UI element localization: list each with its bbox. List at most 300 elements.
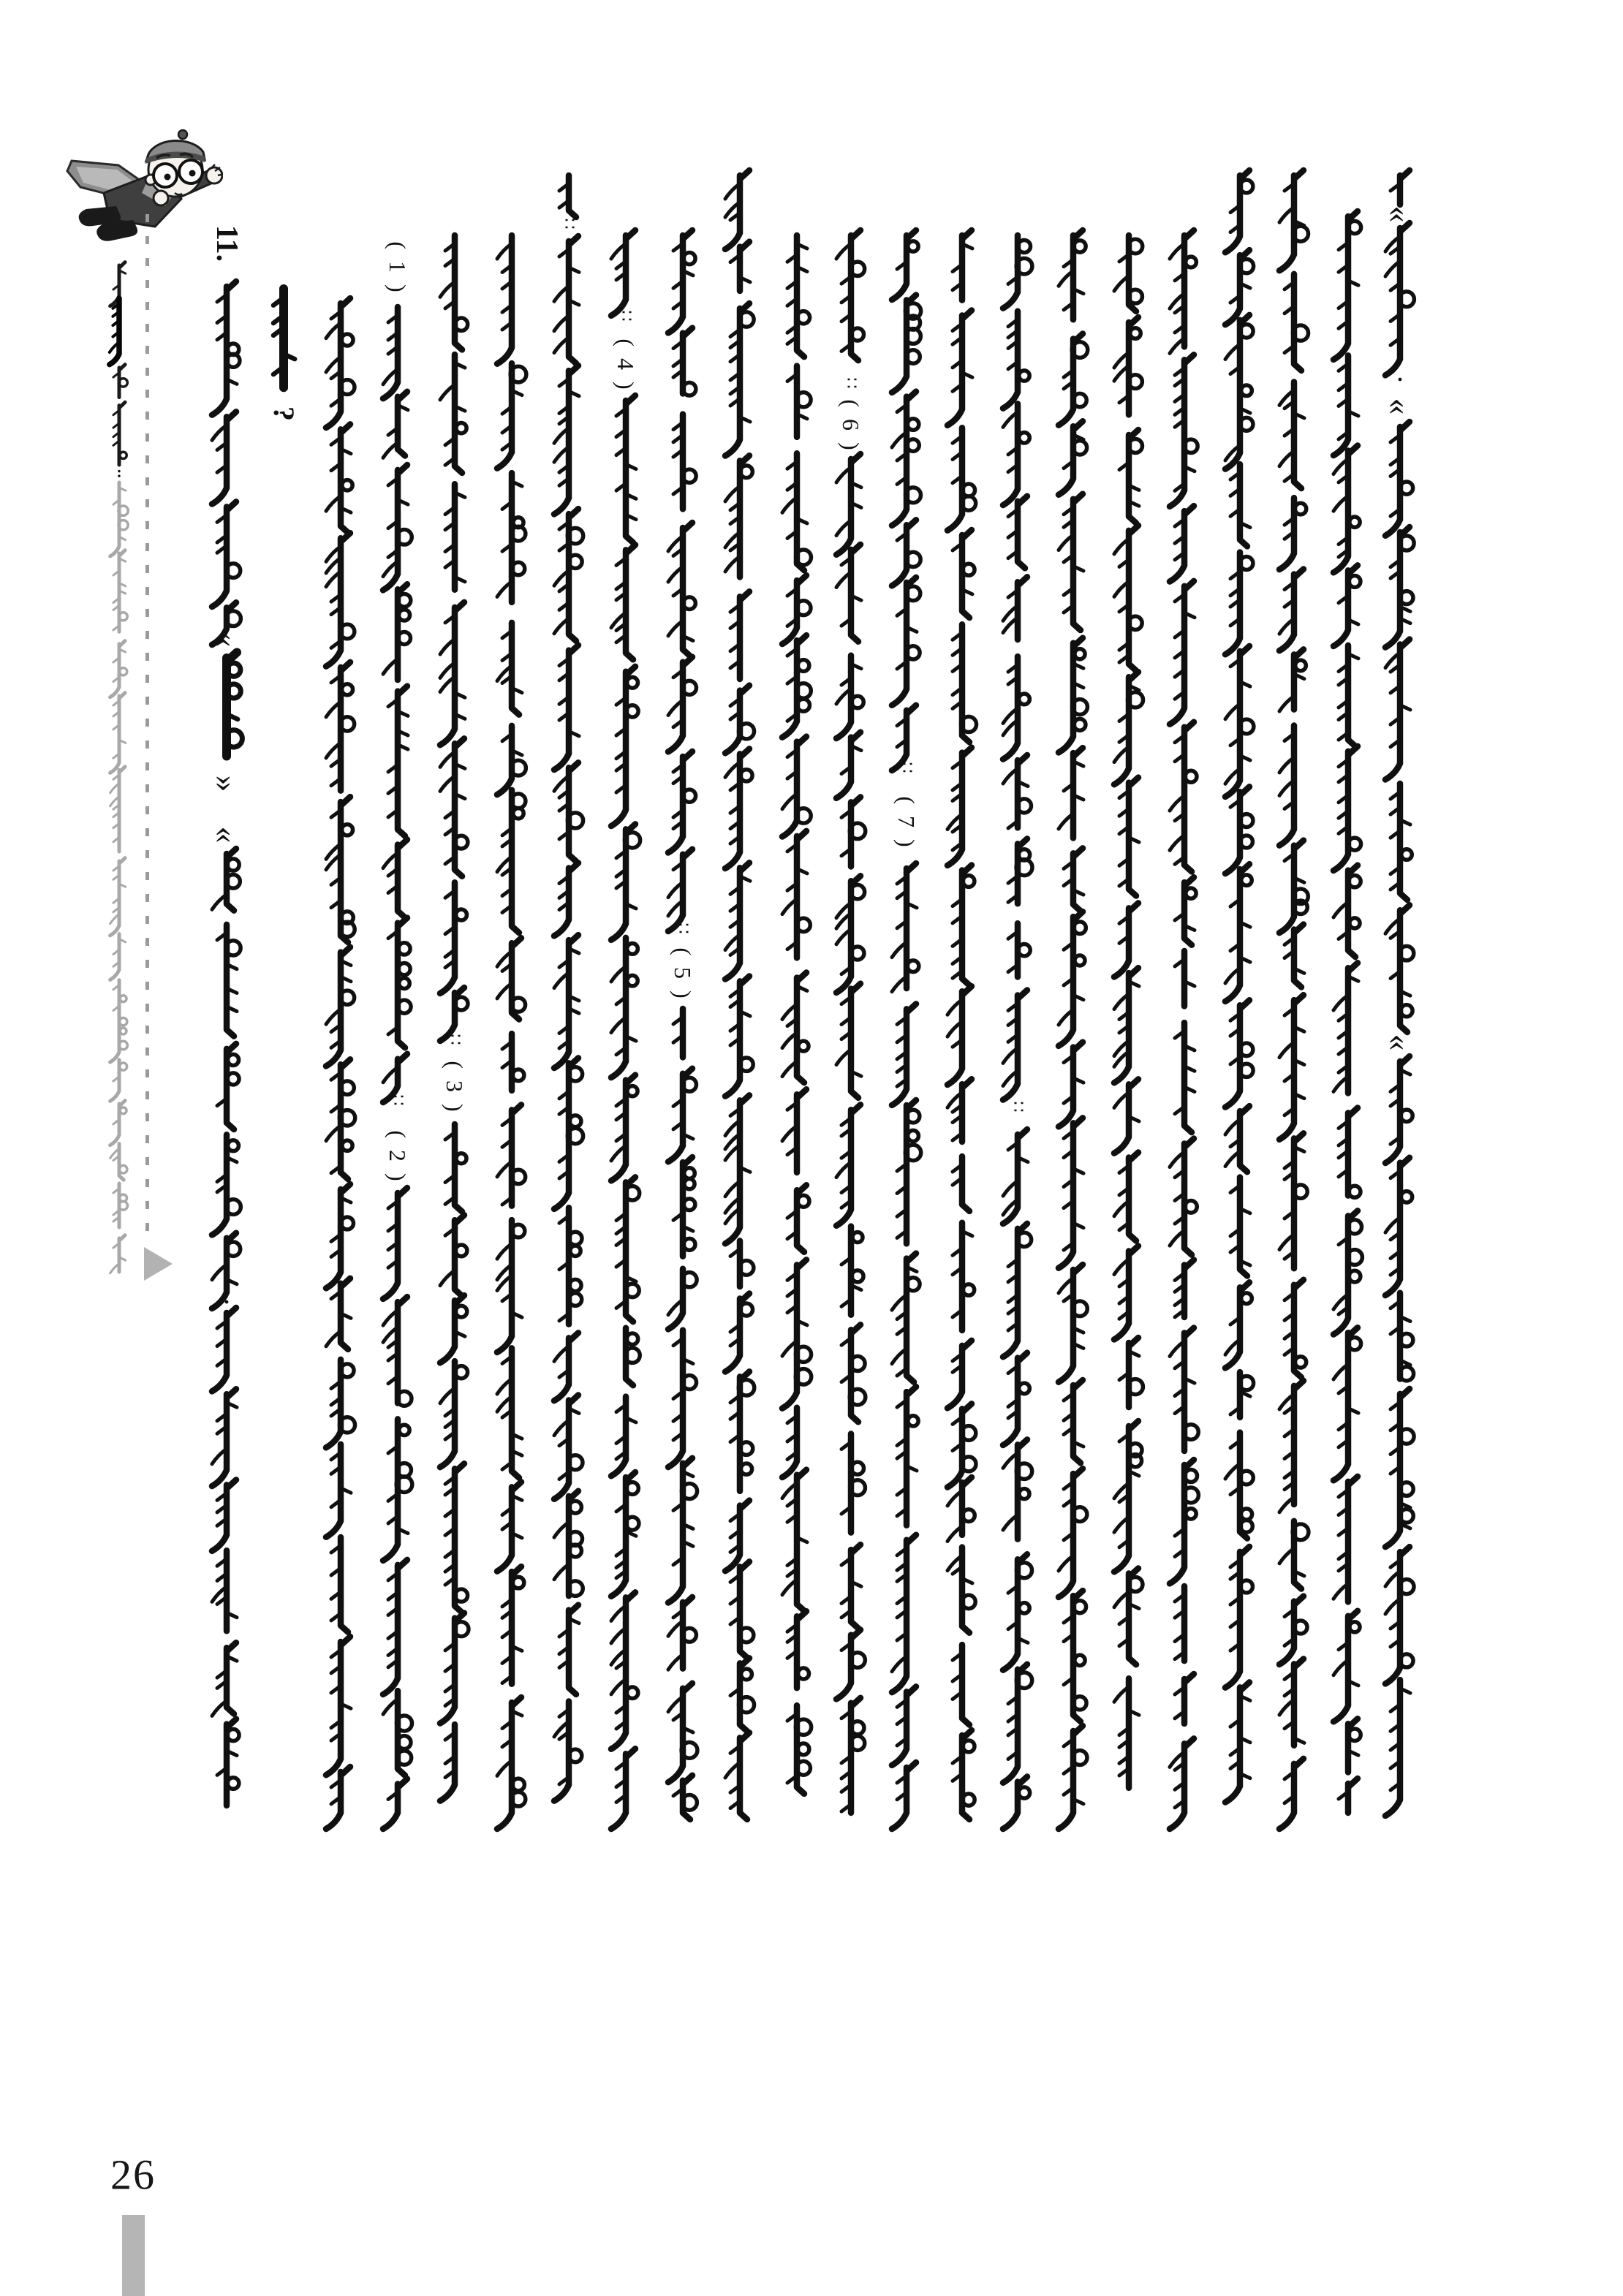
script-stroke	[947, 1341, 972, 1409]
script-stroke	[1019, 1489, 1029, 1499]
script-stroke	[383, 1419, 398, 1560]
script-stroke	[741, 466, 753, 478]
script-stroke	[963, 876, 975, 887]
script-stroke	[1348, 1338, 1361, 1350]
script-stroke	[1241, 1580, 1253, 1593]
script-stroke	[455, 738, 464, 876]
script-stroke	[683, 469, 696, 482]
script-stroke	[399, 978, 409, 988]
script-stroke	[907, 1387, 916, 1526]
script-stroke	[1348, 1108, 1358, 1196]
script-stroke	[851, 1698, 860, 1813]
script-stroke	[341, 825, 352, 836]
script-stroke	[1294, 1659, 1304, 1745]
script-stroke	[1129, 1338, 1138, 1407]
script-stroke	[227, 663, 241, 676]
dashed-divider-line	[145, 214, 149, 1235]
script-stroke	[1348, 645, 1355, 746]
script-stroke	[119, 1235, 125, 1272]
script-stroke	[684, 1179, 695, 1189]
script-stroke	[741, 1463, 752, 1474]
script-stroke	[1241, 1520, 1253, 1533]
script-stroke	[456, 909, 467, 920]
script-stroke	[110, 934, 119, 980]
script-stroke	[455, 355, 462, 473]
script-stroke	[455, 1589, 467, 1602]
script-stroke	[797, 235, 804, 357]
script-stroke	[1059, 1042, 1083, 1127]
script-stroke	[962, 1079, 972, 1142]
script-stroke	[1348, 963, 1358, 1093]
script-stroke	[852, 696, 863, 708]
full-stop-mark: ∷	[616, 310, 635, 322]
script-stroke	[797, 831, 806, 958]
script-stroke	[908, 241, 918, 251]
script-stroke	[1074, 922, 1086, 934]
script-stroke	[1074, 719, 1086, 730]
script-stroke	[683, 382, 696, 395]
script-stroke	[740, 1732, 749, 1819]
script-stroke	[110, 482, 119, 556]
script-stroke	[120, 996, 126, 1002]
exercise-number: 11.	[210, 224, 243, 262]
script-stroke	[1003, 1777, 1027, 1829]
script-stroke	[684, 1238, 695, 1250]
script-stroke	[399, 1425, 409, 1435]
script-stroke	[1240, 814, 1253, 827]
script-stroke	[1003, 1224, 1027, 1357]
script-stroke	[1129, 616, 1142, 629]
script-stroke	[1019, 694, 1030, 705]
script-stroke	[1184, 722, 1194, 872]
script-stroke	[1241, 1293, 1252, 1304]
script-stroke	[512, 1577, 524, 1588]
script-stroke	[570, 1115, 581, 1127]
script-stroke	[227, 354, 240, 367]
script-stroke	[341, 1059, 350, 1179]
colon: :	[116, 463, 122, 481]
script-stroke	[798, 1743, 809, 1755]
script-stroke	[512, 623, 519, 715]
script-stroke	[908, 1416, 918, 1426]
script-stroke	[110, 776, 118, 842]
script-stroke	[1073, 1380, 1083, 1463]
script-stroke	[627, 1333, 638, 1344]
script-stroke	[947, 748, 972, 865]
script-stroke	[1348, 221, 1361, 233]
script-stroke	[120, 1028, 126, 1034]
script-stroke	[1349, 1729, 1361, 1740]
script-stroke	[1018, 577, 1027, 640]
script-stroke	[119, 1165, 127, 1173]
script-stroke	[1240, 1043, 1253, 1056]
script-stroke	[398, 610, 409, 621]
script-stroke	[512, 562, 524, 575]
script-stroke	[1333, 1611, 1358, 1721]
quote-close-icon: »	[208, 775, 246, 792]
script-stroke	[1018, 496, 1027, 569]
script-stroke	[797, 1089, 806, 1172]
script-stroke	[341, 1217, 354, 1230]
full-stop-mark: ∷	[673, 922, 692, 934]
script-stroke	[1240, 557, 1253, 570]
script-stroke	[962, 1547, 969, 1633]
script-stroke	[455, 1366, 467, 1379]
script-stroke	[1129, 1455, 1141, 1467]
script-stroke	[1294, 1621, 1307, 1634]
script-stroke	[836, 1630, 860, 1700]
script-stroke	[1348, 1477, 1358, 1602]
script-stroke	[684, 1199, 695, 1210]
script-stroke	[798, 660, 809, 672]
script-stroke	[962, 624, 969, 742]
script-stroke	[398, 632, 411, 644]
quote-open-icon: «	[208, 826, 246, 844]
script-stroke	[1294, 1381, 1304, 1504]
script-stroke	[341, 1364, 354, 1377]
script-stroke	[1349, 1270, 1361, 1282]
script-stroke	[1019, 433, 1030, 444]
page-number: 26	[110, 2151, 156, 2199]
script-stroke	[119, 613, 127, 621]
script-stroke	[851, 797, 860, 866]
script-stroke	[1279, 1596, 1304, 1664]
script-stroke	[1059, 638, 1083, 753]
script-stroke	[227, 1073, 239, 1085]
script-stroke	[1129, 1153, 1138, 1241]
script-stroke	[798, 1041, 809, 1051]
script-stroke	[1184, 1139, 1194, 1255]
script-stroke	[227, 1054, 238, 1065]
script-stroke	[1348, 838, 1361, 850]
script-stroke	[684, 597, 696, 610]
script-stroke	[440, 882, 455, 993]
item-number: ( 1 )	[385, 241, 411, 295]
script-stroke	[627, 944, 638, 955]
script-stroke	[798, 1668, 809, 1679]
script-stroke	[398, 686, 407, 836]
script-stroke	[512, 1348, 519, 1477]
full-stop-mark: ∷	[897, 762, 916, 773]
footer-edge-bar	[122, 2215, 145, 2296]
script-stroke	[1074, 240, 1086, 252]
script-stroke	[1019, 1603, 1029, 1613]
script-stroke	[569, 1293, 581, 1306]
script-stroke	[1073, 1697, 1086, 1710]
eye	[164, 174, 171, 181]
script-stroke	[962, 230, 972, 300]
script-stroke	[497, 1482, 521, 1571]
script-stroke	[627, 705, 638, 717]
script-stroke	[569, 175, 576, 217]
script-stroke	[963, 1794, 975, 1806]
script-stroke	[1348, 1719, 1358, 1772]
script-stroke	[1349, 575, 1361, 587]
script-stroke	[684, 252, 695, 264]
script-stroke	[398, 1297, 407, 1403]
script-stroke	[1018, 1787, 1029, 1798]
script-stroke	[1185, 770, 1197, 782]
script-stroke	[1073, 1601, 1086, 1613]
script-stroke	[570, 1246, 580, 1256]
script-stroke	[1184, 1469, 1197, 1482]
full-stop-mark: ∷	[388, 1094, 407, 1106]
script-stroke	[1186, 257, 1197, 268]
script-stroke	[1349, 1186, 1361, 1197]
script-stroke	[907, 439, 920, 452]
script-stroke	[1241, 1509, 1252, 1520]
quote-open-icon: «	[1382, 205, 1419, 223]
script-stroke	[554, 645, 578, 770]
script-stroke	[569, 555, 582, 568]
script-stroke	[119, 767, 125, 852]
script-stroke	[119, 379, 127, 387]
script-stroke	[1241, 836, 1253, 848]
script-stroke	[740, 1303, 752, 1316]
script-stroke	[1241, 385, 1252, 396]
script-stroke	[1350, 1622, 1360, 1632]
script-stroke	[120, 452, 126, 458]
script-stroke	[1401, 1005, 1412, 1017]
script-stroke	[907, 1110, 920, 1123]
script-stroke	[1294, 274, 1301, 371]
script-stroke	[1075, 1655, 1085, 1665]
script-stroke	[1350, 918, 1360, 928]
script-stroke	[963, 564, 975, 575]
script-stroke	[1073, 494, 1083, 630]
script-stroke	[1279, 995, 1304, 1140]
script-stroke	[668, 1458, 692, 1603]
script-stroke	[1184, 1259, 1194, 1317]
full-stop-mark: ∷	[1008, 1101, 1027, 1113]
script-stroke	[110, 980, 119, 1062]
script-stroke	[1184, 1674, 1194, 1724]
script-stroke	[1400, 1654, 1413, 1667]
script-stroke	[512, 1778, 525, 1791]
script-stroke	[398, 1000, 411, 1013]
script-stroke	[455, 1245, 467, 1257]
script-stroke	[1240, 325, 1253, 338]
hand-at-chin	[154, 191, 168, 205]
item-number: ( 5 )	[670, 947, 696, 1001]
script-stroke	[398, 1736, 411, 1749]
script-stroke	[1348, 1778, 1358, 1813]
script-stroke	[851, 947, 864, 960]
script-stroke	[852, 1270, 863, 1282]
script-stroke	[569, 1749, 582, 1762]
script-stroke	[341, 334, 353, 346]
script-stroke	[741, 1669, 752, 1680]
script-stroke	[907, 1254, 916, 1382]
script-stroke	[725, 1501, 749, 1572]
script-stroke	[570, 1279, 581, 1291]
script-stroke	[228, 1140, 239, 1151]
script-stroke	[110, 693, 125, 773]
script-stroke	[1294, 1521, 1301, 1589]
script-stroke	[110, 1149, 118, 1161]
script-stroke	[512, 1069, 524, 1081]
script-stroke	[1294, 1133, 1304, 1268]
script-stroke	[227, 684, 241, 698]
quote-open-icon: «	[208, 630, 246, 648]
script-stroke	[627, 677, 638, 688]
script-stroke	[227, 1778, 239, 1789]
comma-mark: ·	[222, 1290, 231, 1314]
script-stroke	[962, 1156, 969, 1211]
script-stroke	[611, 1075, 635, 1181]
script-stroke	[456, 1153, 466, 1164]
script-stroke	[513, 808, 523, 818]
script-stroke	[398, 943, 410, 955]
question-mark: ?	[268, 406, 300, 421]
script-stroke	[1349, 875, 1361, 887]
script-stroke	[1400, 1333, 1413, 1346]
script-stroke	[1075, 649, 1085, 659]
script-stroke	[1185, 1201, 1198, 1213]
script-stroke	[611, 938, 626, 1077]
script-stroke	[907, 961, 919, 972]
script-stroke	[455, 318, 467, 330]
script-stroke	[797, 311, 809, 324]
quote-open-icon: «	[1382, 1034, 1419, 1051]
script-stroke	[1240, 464, 1247, 546]
script-stroke	[627, 1482, 639, 1495]
script-stroke	[1295, 1357, 1306, 1368]
script-stroke	[907, 1278, 920, 1291]
script-stroke	[1003, 235, 1018, 308]
script-stroke	[852, 1462, 864, 1474]
script-stroke	[1400, 170, 1410, 205]
script-stroke	[212, 1479, 236, 1550]
script-stroke	[119, 1041, 127, 1049]
script-stroke	[851, 545, 860, 642]
script-stroke	[1241, 875, 1252, 885]
script-stroke	[1018, 755, 1027, 827]
script-stroke	[1401, 1110, 1412, 1121]
script-stroke	[212, 1308, 236, 1391]
script-stroke	[455, 1124, 462, 1212]
script-stroke	[1279, 1759, 1304, 1829]
full-stop-mark: ∷	[445, 1034, 464, 1045]
script-stroke	[455, 1306, 467, 1317]
full-stop-mark: ∷	[559, 218, 578, 230]
script-stroke	[963, 1509, 975, 1522]
script-stroke	[398, 392, 407, 456]
script-stroke	[1350, 517, 1360, 527]
script-stroke	[963, 1284, 974, 1295]
script-stroke	[892, 577, 916, 705]
script-stroke	[907, 646, 920, 659]
script-stroke	[627, 1687, 638, 1699]
script-stroke	[119, 1018, 126, 1025]
script-stroke	[683, 789, 695, 802]
script-stroke	[627, 1086, 638, 1096]
script-stroke	[554, 863, 578, 936]
script-stroke	[962, 1645, 969, 1725]
script-stroke	[851, 984, 860, 1098]
script-stroke	[892, 705, 916, 770]
eye	[189, 170, 196, 177]
script-stroke	[1170, 1460, 1194, 1583]
script-stroke	[851, 328, 863, 341]
script-stroke	[852, 1232, 863, 1243]
script-stroke	[1186, 1509, 1196, 1519]
script-stroke	[1240, 180, 1253, 193]
script-stroke	[398, 963, 410, 974]
script-stroke	[740, 1442, 753, 1455]
script-stroke	[1279, 569, 1304, 651]
script-stroke	[326, 298, 350, 428]
script-stroke	[398, 594, 411, 607]
script-stroke	[798, 1195, 809, 1207]
script-stroke	[1240, 417, 1253, 431]
script-stroke	[1401, 1191, 1412, 1202]
script-stroke	[1225, 170, 1249, 252]
script-stroke	[725, 976, 749, 1096]
script-stroke	[798, 699, 810, 711]
script-stroke	[782, 575, 806, 644]
item-number: ( 2 )	[385, 1130, 411, 1184]
script-stroke	[892, 1686, 916, 1765]
script-stroke	[611, 1748, 635, 1829]
script-stroke	[1184, 1327, 1194, 1451]
script-stroke	[1114, 1079, 1138, 1153]
script-stroke	[1019, 371, 1029, 381]
script-stroke	[1400, 784, 1407, 900]
item-number: ( 7 )	[893, 796, 920, 850]
script-stroke	[455, 836, 468, 849]
full-stop-mark: ∷	[841, 377, 860, 389]
quote-open-icon: «	[1382, 398, 1419, 415]
script-stroke	[1018, 944, 1030, 956]
script-stroke	[1019, 1383, 1030, 1394]
script-stroke	[1401, 849, 1412, 860]
script-stroke	[611, 667, 635, 826]
script-stroke	[1294, 925, 1304, 988]
script-stroke	[227, 1643, 236, 1713]
script-stroke	[1240, 1064, 1253, 1077]
script-stroke	[1073, 848, 1083, 911]
script-stroke	[1018, 240, 1030, 252]
script-stroke	[1295, 660, 1306, 671]
glasses-bridge	[176, 173, 180, 174]
script-stroke	[341, 1537, 348, 1632]
script-stroke	[398, 840, 407, 918]
script-stroke	[1059, 421, 1083, 495]
script-stroke	[626, 1517, 639, 1530]
script-stroke	[741, 770, 752, 781]
script-stroke	[1294, 382, 1301, 488]
script-stroke	[836, 732, 860, 798]
script-stroke	[1400, 482, 1412, 494]
script-stroke	[908, 1130, 919, 1141]
script-stroke	[1295, 503, 1306, 515]
script-stroke	[342, 1140, 352, 1151]
script-stroke	[554, 1333, 578, 1401]
script-stroke	[1400, 591, 1413, 605]
script-stroke	[1240, 1106, 1249, 1172]
flying-boy-mascot-illustration	[66, 123, 223, 258]
script-stroke	[497, 363, 512, 468]
script-stroke	[512, 1224, 525, 1238]
script-stroke	[740, 242, 749, 291]
script-stroke	[227, 859, 239, 871]
script-stroke	[962, 1477, 972, 1535]
script-stroke	[383, 1779, 407, 1829]
pointer-triangle-icon	[144, 1247, 173, 1281]
script-stroke	[1075, 955, 1085, 966]
script-stroke	[326, 533, 350, 666]
